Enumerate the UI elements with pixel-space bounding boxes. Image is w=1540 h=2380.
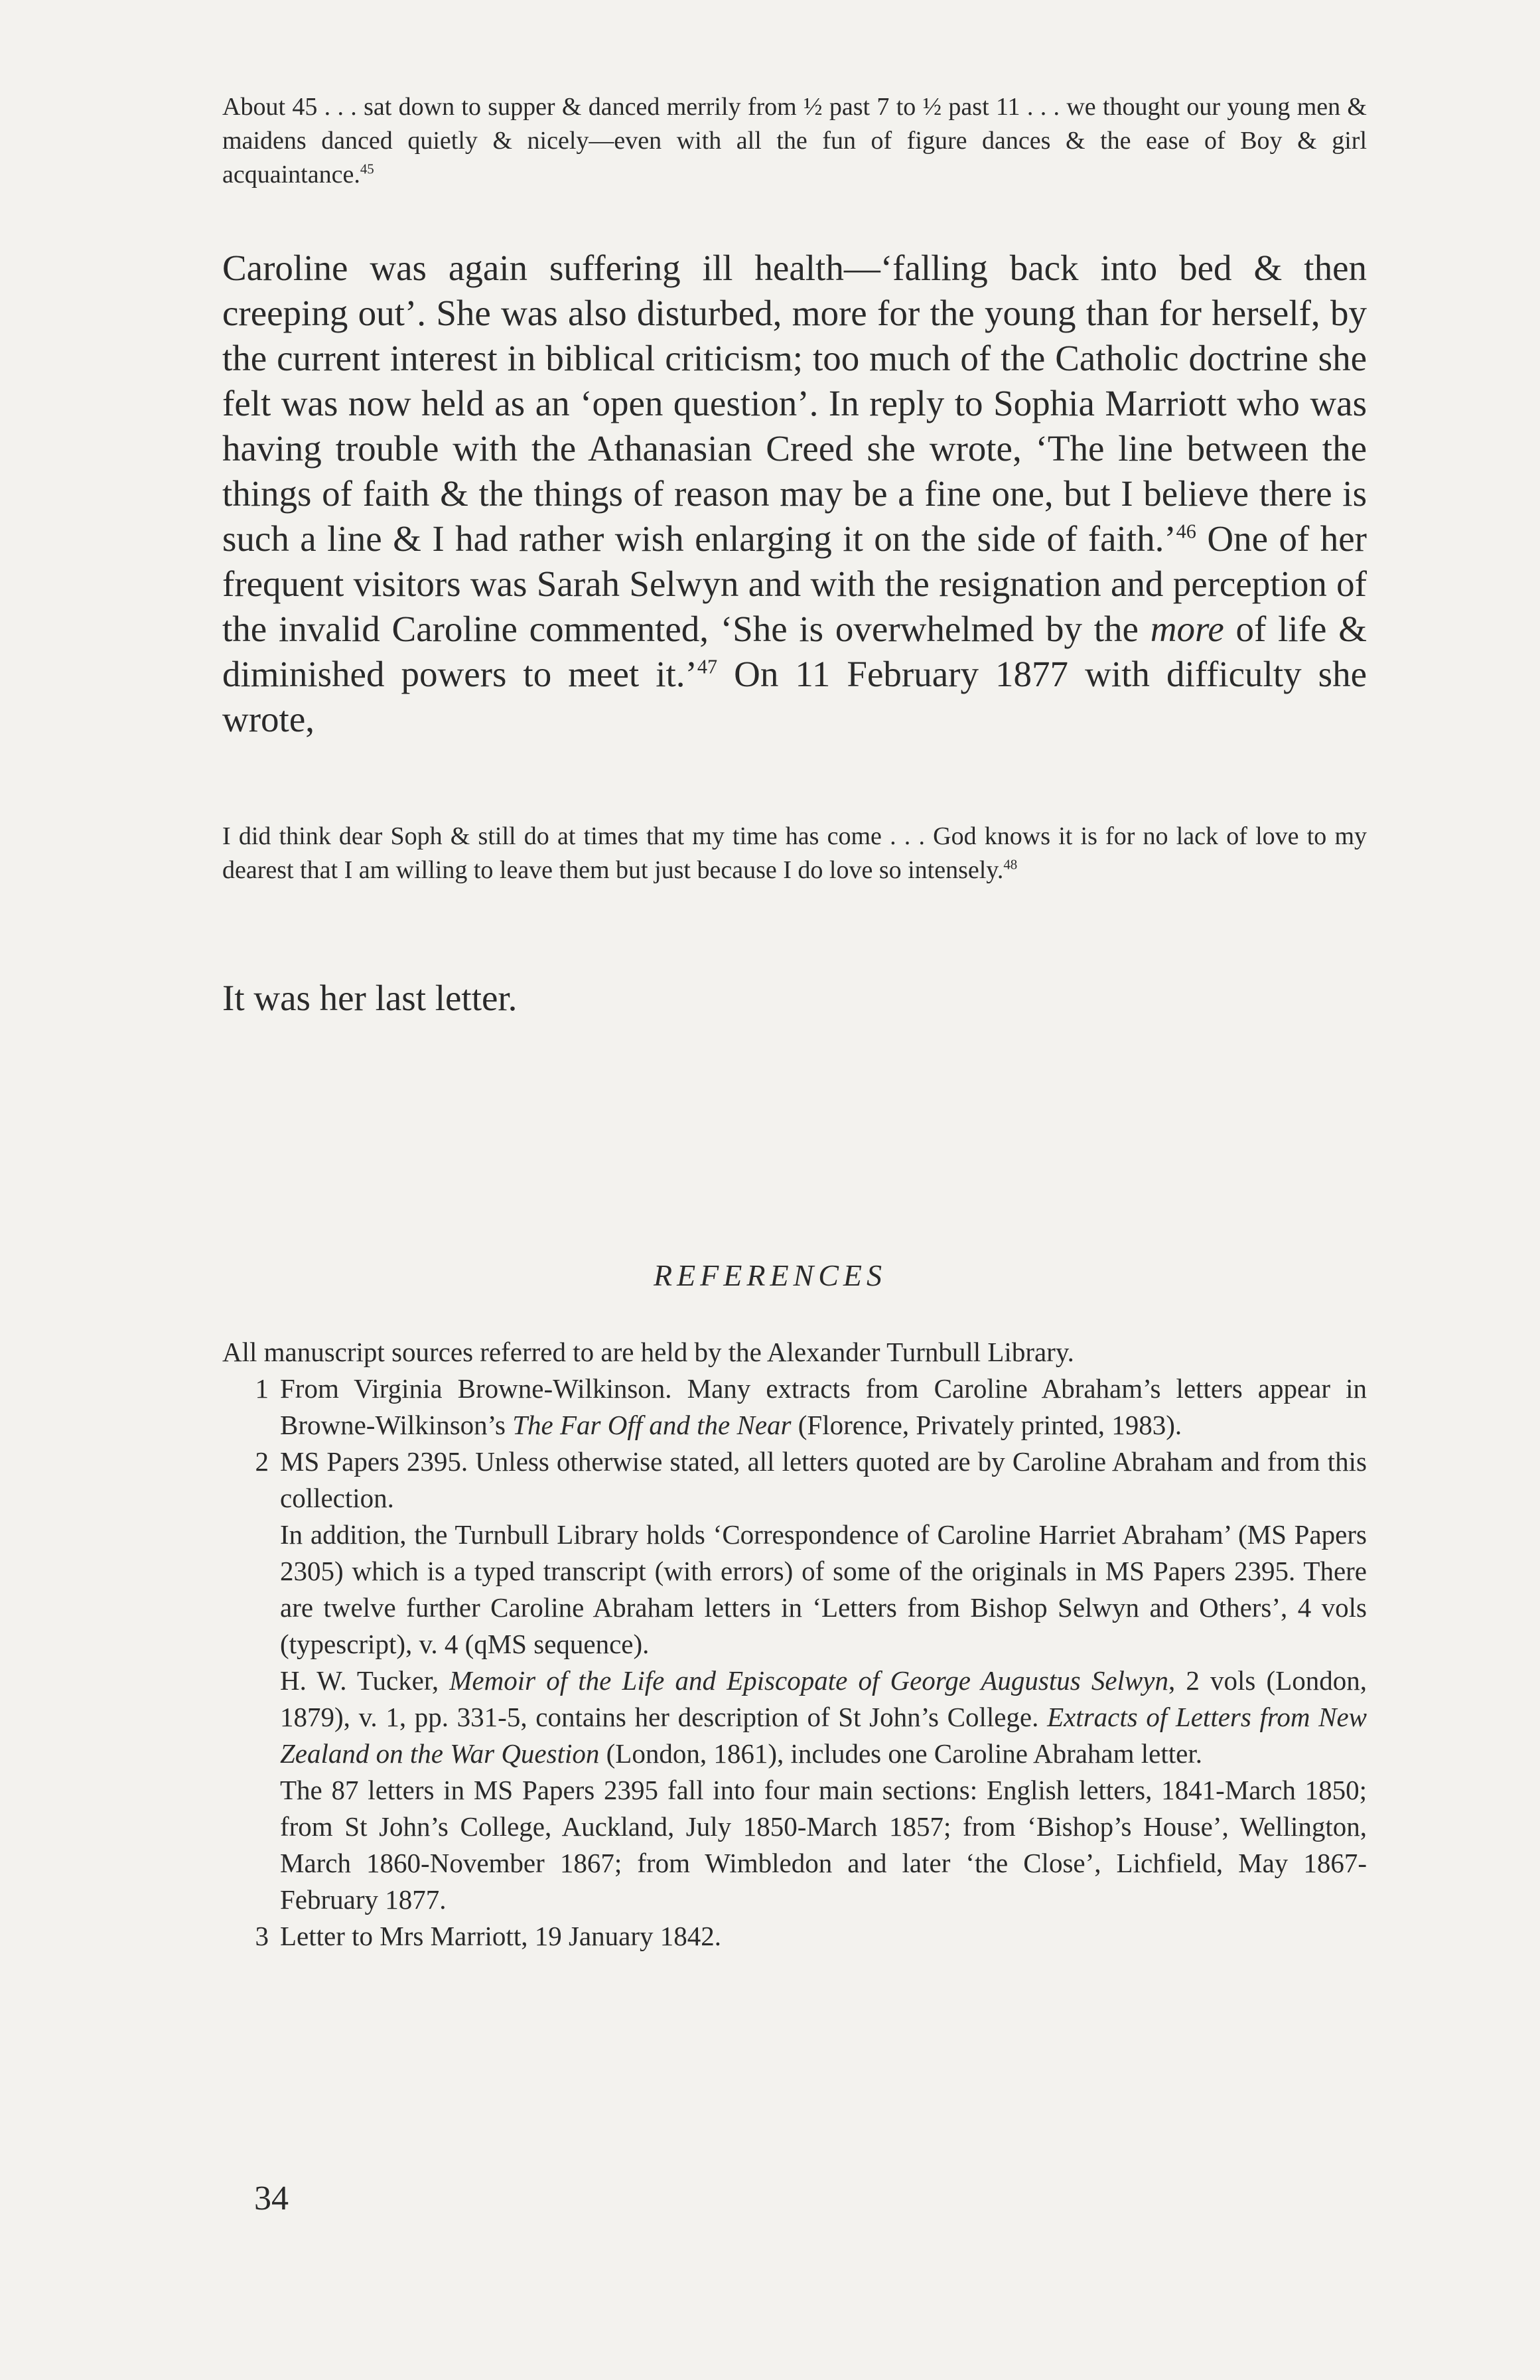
reference-item	[222, 1444, 1367, 1918]
book-title: Extracts of Letters from New Zealand on the War Question	[280, 1702, 1367, 1769]
reference-text: Letter to Mrs Marriott, 19 January 1842.	[280, 1921, 721, 1951]
emphasis: more	[1150, 609, 1224, 649]
quote-text: About 45 . . . sat down to supper & danced merrily from ½ past 7 to ½ past 11 . . . we thought our young men & maidens danced quietly & nicely—even with all the fun of figure dances & the ease of Boy & girl acquaintance.	[222, 93, 1367, 188]
reference-text: From Virginia Browne-Wilkinson. Many extracts from Caroline Abraham’s letters appear in Browne-Wilkinson’s The Far Off and the Near (Florence, Privately printed, 1983).	[280, 1373, 1367, 1440]
block-quote-top	[222, 90, 1367, 192]
reference-item	[222, 1371, 1367, 1444]
paragraph: It was her last letter.	[222, 978, 518, 1018]
footnote-ref: 46	[1176, 520, 1196, 543]
reference-number: 1	[255, 1373, 269, 1404]
book-title: The Far Off and the Near	[512, 1410, 792, 1440]
block-quote-middle	[222, 820, 1367, 887]
references-intro: All manuscript sources referred to are held by the Alexander Turnbull Library.	[222, 1337, 1074, 1367]
quote-paragraph	[222, 820, 1367, 887]
quote-paragraph	[222, 90, 1367, 192]
page-number: 34	[254, 2180, 289, 2217]
reference-number: 2	[255, 1446, 269, 1477]
reference-item	[222, 1918, 1367, 1955]
references-list	[222, 1334, 1367, 1955]
references-heading: REFERENCES	[653, 1258, 887, 1292]
reference-text: MS Papers 2395. Unless otherwise stated, all letters quoted are by Caroline Abraham and from this collection. In addition, the Turnbull Library holds ‘Correspondence of Caroline Harriet Abraham’ (MS Papers 2305) which is a typed transcript (with errors) of some of the originals in MS Papers 2395. There are twelve further Caroline Abraham letters in ‘Letters from Bishop Selwyn and Others’, 4 vols (typescript), v. 4 (qMS sequence). H. W. Tucker, Memoir of the Life and Episcopate of George Augustus Selwyn, 2 vols (London, 1879), v. 1, pp. 331-5, contains her description of St John’s College. Extracts of Letters from New Zealand on the War Question (London, 1861), includes one Caroline Abraham letter. The 87 letters in MS Papers 2395 fall into four main sections: English letters, 1841-March 1850; from St John’s College, Auckland, July 1850-March 1857; from ‘Bishop’s House’, Wellington, March 1860-November 1867; from Wimbledon and later ‘the Close’, Lichfield, May 1867-February 1877.	[280, 1446, 1367, 1915]
paragraph: Caroline was again suffering ill health—‘falling back into bed & then creeping out’. She was also disturbed, more for the young than for herself, by the current interest in biblical criticism; too much of the Catholic doctrine she felt was now held as an ‘open question’. In reply to Sophia Marriott who was having trouble with the Athanasian Creed she wrote, ‘The line between the things of faith & the things of reason may be a fine one, but I believe there is such a line & I had rather wish enlarging it on the side of faith.’$^{46}$ One of her frequent visitors was Sarah Selwyn and with the resignation and perception of the invalid Caroline commented, ‘She is overwhelmed by the more of life & diminished powers to meet it.’$^{47}$ On 11 February 1877 with difficulty she wrote,	[222, 248, 1367, 739]
reference-number: 3	[255, 1921, 269, 1951]
book-title: Memoir of the Life and Episcopate of George Augustus Selwyn	[449, 1665, 1168, 1696]
quote-text: I did think dear Soph & still do at times that my time has come . . . God knows it is for no lack of love to my dearest that I am willing to leave them but just because I do love so intensely.	[222, 822, 1367, 884]
footnote-ref: 47	[697, 655, 718, 678]
body-paragraph	[222, 246, 1367, 742]
footnote-ref: 45	[360, 161, 374, 177]
closing-paragraph	[222, 976, 1367, 1021]
footnote-ref: 48	[1003, 856, 1018, 873]
